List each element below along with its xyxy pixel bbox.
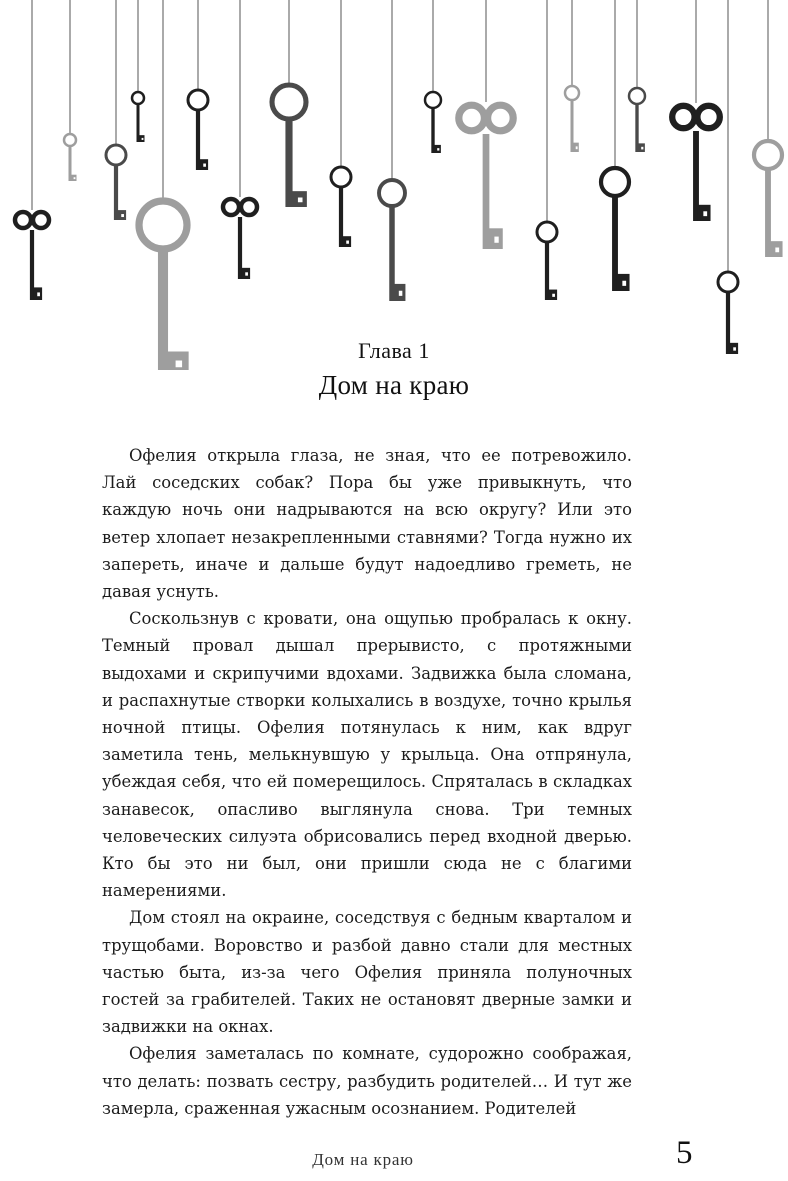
chapter-body xyxy=(102,442,632,1122)
key-icon xyxy=(188,0,208,170)
key-icon xyxy=(15,0,49,300)
key-icon xyxy=(64,0,77,181)
key-icon xyxy=(331,0,351,247)
key-icon xyxy=(272,0,307,207)
paragraph: Соскользнув с кровати, она ощупью пробралась к окну. Темный провал дышал прерывисто, с протяжными выдохами и скрипучими вдохами. Задвижка была сломана, и распахнутые створки колыхались в воздухе, точно крылья ночной птицы. Офелия потянулась к ним, как вдруг заметила тень, мелькнувшую у крыльца. Она отпрянула, убеждая себя, что ей померещилось. Спряталась в складках занавесок, опасливо выглянула снова. Три темных человеческих силуэта обрисовались перед входной дверью. Кто бы это ни был, они пришли сюда не с благими намерениями. xyxy=(102,609,632,901)
chapter-title: Дом на краю xyxy=(318,370,470,400)
paragraph: Офелия заметалась по комнате, судорожно соображая, что делать: позвать сестру, разбудить родителей… И тут же замерла, сраженная ужасным осознанием. Родителей xyxy=(102,1044,632,1118)
key-icon xyxy=(106,0,126,220)
chapter-label: Глава 1 xyxy=(358,338,430,363)
running-footer-title: Дом на краю xyxy=(312,1150,414,1169)
key-icon xyxy=(718,0,738,354)
key-icon xyxy=(629,0,645,152)
key-icon xyxy=(425,0,441,153)
key-icon xyxy=(139,0,189,370)
key-icon xyxy=(537,0,557,300)
key-icon xyxy=(379,0,405,301)
paragraph: Дом стоял на окраине, соседствуя с бедным кварталом и трущобами. Воровство и разбой давно стали для местных частью быта, из-за чего Офелия приняла полуночных гостей за грабителей. Таких не остановят дверные замки и задвижки на окнах. xyxy=(102,908,632,1037)
key-icon xyxy=(601,0,630,291)
page-number: 5 xyxy=(676,1135,693,1171)
key-icon xyxy=(754,0,783,257)
key-icon xyxy=(565,0,579,152)
key-icon xyxy=(132,0,145,142)
hanging-keys-illustration xyxy=(0,0,788,370)
key-icon xyxy=(459,0,513,249)
key-icon xyxy=(223,0,257,279)
key-icon xyxy=(672,0,720,221)
paragraph: Офелия открыла глаза, не зная, что ее потревожило. Лай соседских собак? Пора бы уже привыкнуть, что каждую ночь они надрываются на всю округу? Или это ветер хлопает незакрепленными ставнями? Тогда нужно их запереть, иначе и дальше будут надоедливо греметь, не давая уснуть. xyxy=(102,446,632,602)
